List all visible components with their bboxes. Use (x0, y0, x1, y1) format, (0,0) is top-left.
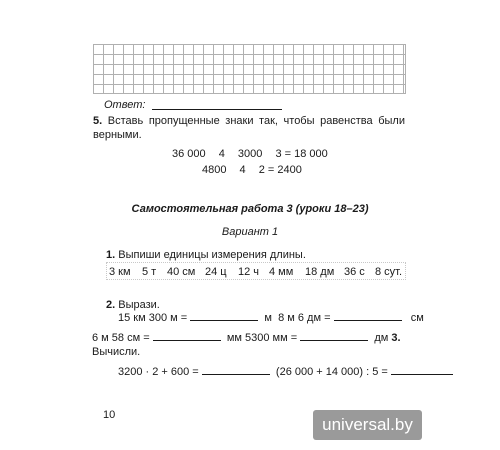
answer-label: Ответ: (104, 99, 146, 111)
units-box (106, 262, 406, 280)
convert-row-2 (92, 332, 401, 344)
answer-blank[interactable] (153, 332, 221, 341)
eq1-term-c: 3000 (237, 148, 263, 160)
section-title: Самостоятельная работа 3 (уроки 18–23) (131, 203, 369, 215)
answer-grid (93, 44, 406, 94)
eq2-term-a: 4800 (202, 164, 227, 176)
eq1-term-d: 3 = 18 000 (275, 148, 328, 160)
unit-item: 18 дм (305, 266, 335, 278)
convert-text: 15 км 300 м = (118, 312, 188, 324)
compute-row (118, 366, 453, 378)
answer-blank[interactable] (190, 312, 258, 321)
unit-item: 5 т (142, 266, 157, 278)
convert-text: 8 м 6 дм = (278, 312, 331, 324)
equation-1 (172, 148, 328, 160)
convert-text: 6 м 58 см = (92, 332, 150, 344)
convert-text: см (410, 312, 424, 324)
task-1-text: Выпиши единицы измерения длины. (118, 249, 306, 261)
task-1-number: 1. (106, 249, 116, 261)
answer-blank[interactable] (202, 366, 270, 375)
eq1-term-a: 36 000 (172, 148, 206, 160)
unit-item: 8 сут. (375, 266, 403, 278)
page-number: 10 (103, 409, 116, 421)
variant-label: Вариант 1 (221, 226, 279, 238)
answer-blank[interactable] (300, 332, 368, 341)
task-3-number: 3. (391, 332, 401, 344)
convert-row-1 (118, 312, 424, 324)
unit-item: 12 ч (238, 266, 260, 278)
unit-item: 24 ц (205, 266, 227, 278)
unit-item: 3 км (109, 266, 131, 278)
convert-text: мм 5300 мм = (226, 332, 298, 344)
task-2-text: Вырази. (118, 299, 160, 311)
eq2-term-b: 4 (239, 164, 246, 176)
task-2 (106, 299, 160, 311)
task-1 (106, 249, 306, 261)
convert-text: дм (374, 332, 389, 344)
answer-blank[interactable] (391, 366, 453, 375)
expression: (26 000 + 14 000) : 5 = (275, 366, 388, 378)
unit-item: 36 с (344, 266, 365, 278)
task-5 (93, 114, 405, 142)
unit-item: 4 мм (269, 266, 294, 278)
eq1-term-b: 4 (218, 148, 225, 160)
task-3-text: Вычисли. (92, 346, 141, 358)
answer-blank[interactable] (334, 312, 402, 321)
unit-item: 40 см (167, 266, 196, 278)
expression: 3200 · 2 + 600 = (118, 366, 199, 378)
task-5-text: Вставь пропущенные знаки так, чтобы равенства были верными. (93, 115, 405, 141)
task-2-number: 2. (106, 299, 116, 311)
convert-text: м (264, 312, 272, 324)
answer-line[interactable] (152, 109, 282, 110)
equation-2 (202, 164, 302, 176)
eq2-term-c: 2 = 2400 (258, 164, 302, 176)
task-5-number: 5. (93, 115, 103, 127)
watermark: universal.by (313, 410, 422, 440)
